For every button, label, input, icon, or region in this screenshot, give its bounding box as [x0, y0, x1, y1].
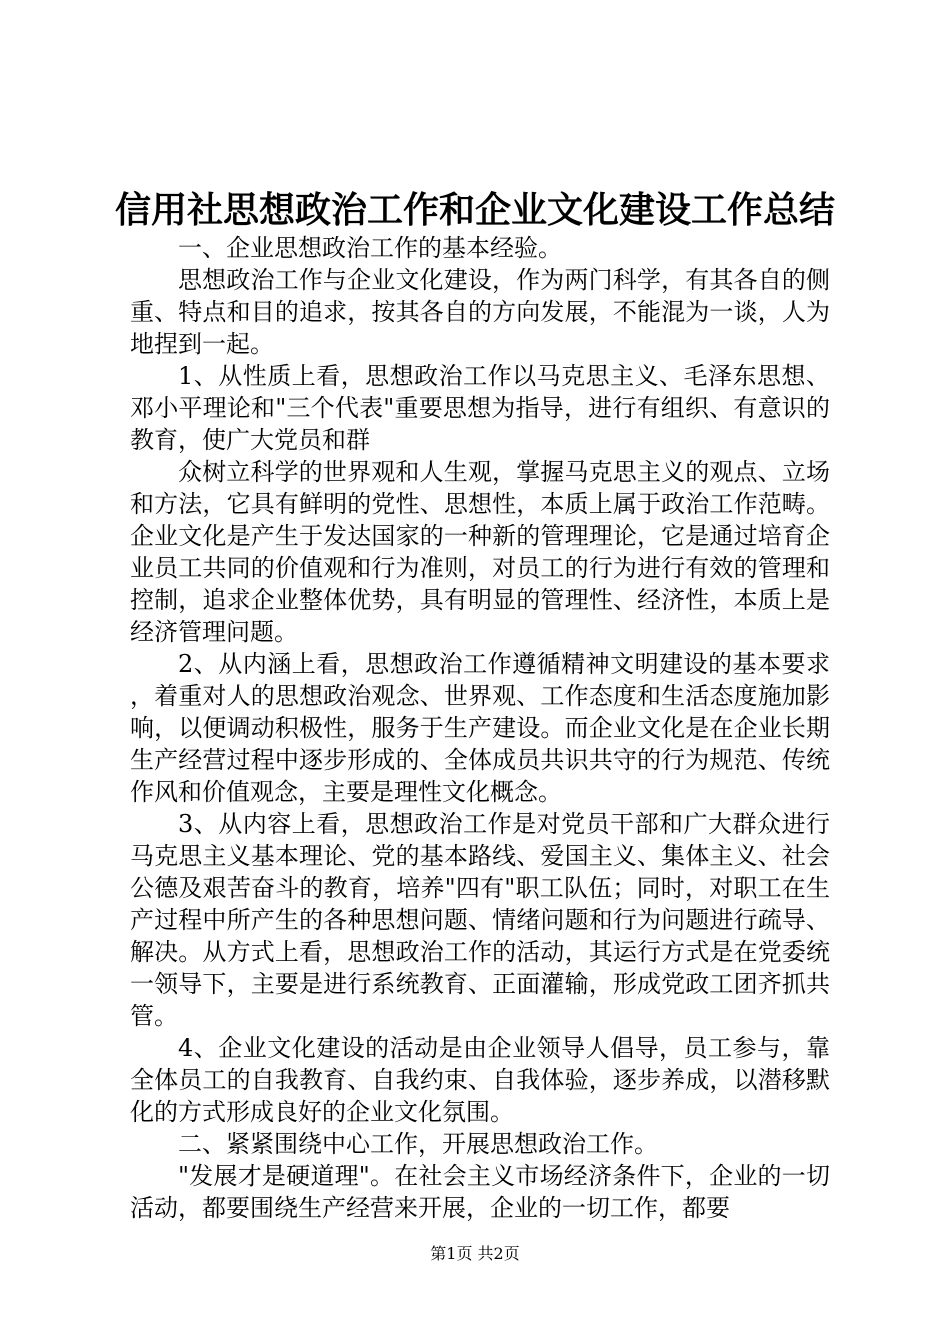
paragraph: 1、从性质上看，思想政治工作以马克思主义、毛泽东思想、邓小平理论和"三个代表"重要思想为指导，进行有组织、有意识的教育，使广大党员和群	[130, 362, 830, 454]
document-body	[130, 232, 830, 1224]
paragraph: 2、从内涵上看，思想政治工作遵循精神文明建设的基本要求，着重对人的思想政治观念、世界观、工作态度和生活态度施加影响，以便调动积极性，服务于生产建设。而企业文化是在企业长期生产经营过程中逐步形成的、全体成员共识共守的行为规范、传统作风和价值观念，主要是理性文化概念。	[130, 650, 830, 806]
page-number-footer: 第1页 共2页	[430, 1244, 520, 1263]
paragraph: 众树立科学的世界观和人生观，掌握马克思主义的观点、立场和方法，它具有鲜明的党性、思想性，本质上属于政治工作范畴。企业文化是产生于发达国家的一种新的管理理论，它是通过培育企业员工共同的价值观和行为准则，对员工的行为进行有效的管理和控制，追求企业整体优势，具有明显的管理性、经济性，本质上是经济管理问题。	[130, 458, 830, 646]
paragraph: 3、从内容上看，思想政治工作是对党员干部和广大群众进行马克思主义基本理论、党的基本路线、爱国主义、集体主义、社会公德及艰苦奋斗的教育，培养"四有"职工队伍；同时，对职工在生产过程中所产生的各种思想问题、情绪问题和行为问题进行疏导、解决。从方式上看，思想政治工作的活动，其运行方式是在党委统一领导下，主要是进行系统教育、正面灌输，形成党政工团齐抓共管。	[130, 810, 830, 1030]
paragraph: 4、企业文化建设的活动是由企业领导人倡导，员工参与，靠全体员工的自我教育、自我约束、自我体验，逐步养成，以潜移默化的方式形成良好的企业文化氛围。	[130, 1034, 830, 1126]
paragraph-section-2-heading: 二、紧紧围绕中心工作，开展思想政治工作。	[178, 1130, 658, 1158]
paragraph: "发展才是硬道理"。在社会主义市场经济条件下，企业的一切活动，都要围绕生产经营来开展，企业的一切工作，都要	[130, 1162, 830, 1222]
paragraph: 思想政治工作与企业文化建设，作为两门科学，有其各自的侧重、特点和目的追求，按其各自的方向发展，不能混为一谈，人为地捏到一起。	[130, 266, 830, 358]
document-title: 信用社思想政治工作和企业文化建设工作总结	[114, 189, 835, 231]
paragraph-section-1-heading: 一、企业思想政治工作的基本经验。	[178, 234, 562, 262]
